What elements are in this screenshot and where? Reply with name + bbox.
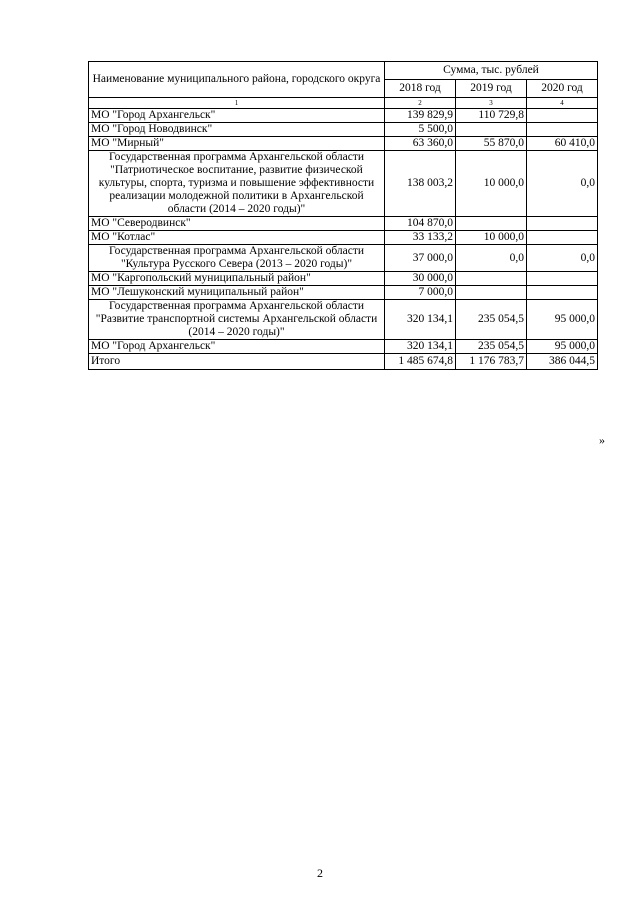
column-index: 2 [385, 98, 456, 109]
total-2019: 1 176 783,7 [456, 354, 527, 370]
value-2018: 139 829,9 [385, 109, 456, 123]
table-row [89, 272, 598, 286]
value-2019 [456, 272, 527, 286]
table-row [89, 340, 598, 354]
table-row [89, 231, 598, 245]
header-sum: Сумма, тыс. рублей [385, 62, 598, 80]
page-number: 2 [317, 866, 323, 880]
value-2018: 138 003,2 [385, 151, 456, 217]
value-2018: 63 360,0 [385, 137, 456, 151]
value-2018: 104 870,0 [385, 217, 456, 231]
value-2019: 0,0 [456, 245, 527, 272]
value-2018: 320 134,1 [385, 340, 456, 354]
row-name: МО "Каргопольский муниципальный район" [89, 272, 385, 286]
value-2020 [527, 123, 598, 137]
total-2020: 386 044,5 [527, 354, 598, 370]
table-row [89, 109, 598, 123]
table-row [89, 137, 598, 151]
table-body [89, 109, 598, 354]
header-year-2020: 2020 год [527, 80, 598, 98]
value-2018: 320 134,1 [385, 300, 456, 340]
value-2019: 235 054,5 [456, 340, 527, 354]
column-index: 3 [456, 98, 527, 109]
table-row [89, 123, 598, 137]
value-2018: 5 500,0 [385, 123, 456, 137]
row-name: МО "Город Архангельск" [89, 340, 385, 354]
value-2019: 55 870,0 [456, 137, 527, 151]
header-name: Наименование муниципального района, городского округа [89, 62, 385, 98]
table-row [89, 217, 598, 231]
value-2020 [527, 109, 598, 123]
column-index: 4 [527, 98, 598, 109]
row-name: Государственная программа Архангельской области "Развитие транспортной системы Архангельской области (2014 – 2020 годы)" [89, 300, 385, 340]
value-2020: 95 000,0 [527, 340, 598, 354]
closing-quote: » [599, 433, 605, 447]
row-name: МО "Город Новодвинск" [89, 123, 385, 137]
value-2019: 10 000,0 [456, 151, 527, 217]
header-year-2018: 2018 год [385, 80, 456, 98]
value-2018: 33 133,2 [385, 231, 456, 245]
value-2020: 0,0 [527, 151, 598, 217]
value-2019: 110 729,8 [456, 109, 527, 123]
row-name: МО "Северодвинск" [89, 217, 385, 231]
table-row [89, 286, 598, 300]
column-index: 1 [89, 98, 385, 109]
value-2020 [527, 272, 598, 286]
budget-table [88, 61, 598, 370]
value-2019: 10 000,0 [456, 231, 527, 245]
total-row [89, 354, 598, 370]
value-2020 [527, 217, 598, 231]
header-year-2019: 2019 год [456, 80, 527, 98]
value-2020: 60 410,0 [527, 137, 598, 151]
row-name: Государственная программа Архангельской области "Культура Русского Севера (2013 – 2020 годы)" [89, 245, 385, 272]
total-2018: 1 485 674,8 [385, 354, 456, 370]
program-row [89, 245, 598, 272]
program-row [89, 151, 598, 217]
row-name: МО "Мирный" [89, 137, 385, 151]
value-2019 [456, 286, 527, 300]
value-2019 [456, 217, 527, 231]
row-name: МО "Город Архангельск" [89, 109, 385, 123]
value-2018: 7 000,0 [385, 286, 456, 300]
value-2020: 95 000,0 [527, 300, 598, 340]
value-2018: 30 000,0 [385, 272, 456, 286]
program-row [89, 300, 598, 340]
value-2020 [527, 286, 598, 300]
value-2019: 235 054,5 [456, 300, 527, 340]
row-name: Государственная программа Архангельской области "Патриотическое воспитание, развитие физической культуры, спорта, туризма и повышение эффективности реализации молодежной политики в Архангельской области (2014 – 2020 годы)" [89, 151, 385, 217]
value-2019 [456, 123, 527, 137]
row-name: МО "Лешуконский муниципальный район" [89, 286, 385, 300]
row-name: МО "Котлас" [89, 231, 385, 245]
value-2020 [527, 231, 598, 245]
value-2018: 37 000,0 [385, 245, 456, 272]
value-2020: 0,0 [527, 245, 598, 272]
total-label: Итого [89, 354, 385, 370]
